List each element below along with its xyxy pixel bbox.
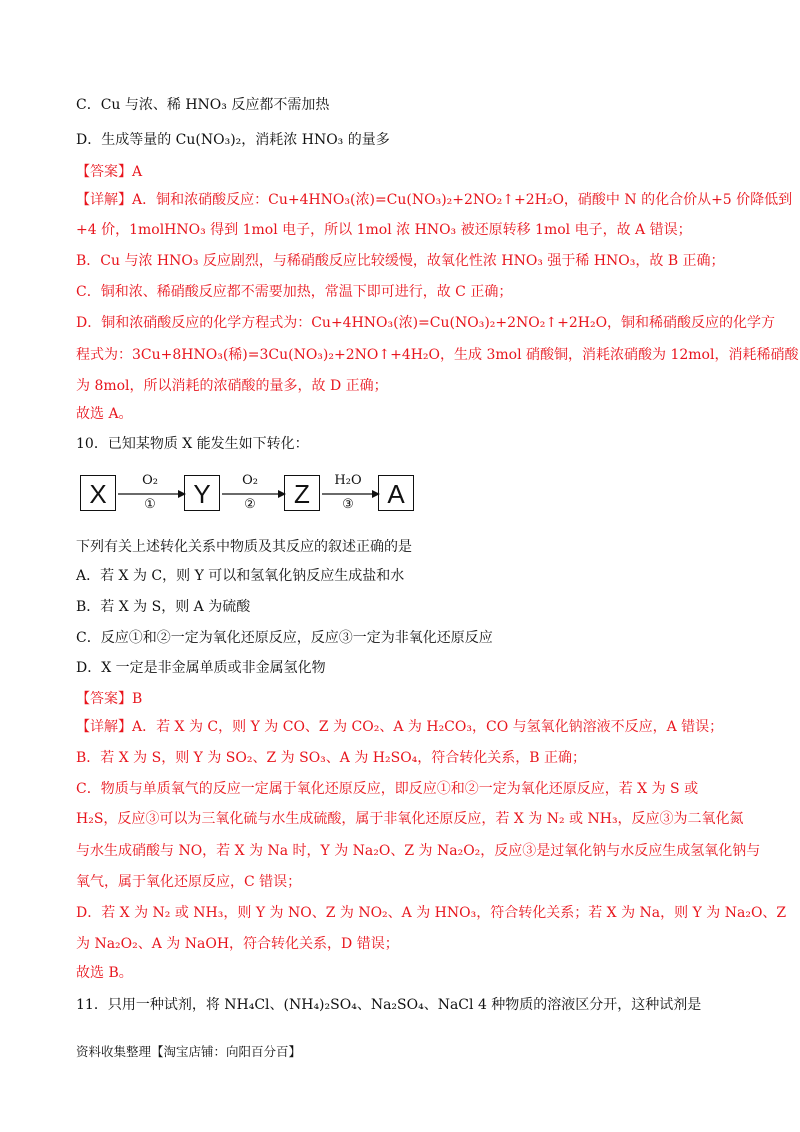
text-line-q10e3: C．物质与单质氧气的反应一定属于氧化还原反应，即反应①和②一定为氧化还原反应，若 X 为 S 或 <box>76 781 699 797</box>
text-line-q9c: C．Cu 与浓、稀 HNO₃ 反应都不需加热 <box>76 97 330 113</box>
text-line-q9d1: 【详解】A．铜和浓硝酸反应：Cu+4HNO₃(浓)=Cu(NO₃)₂+2NO₂↑+2H₂O，硝酸中 N 的化合价从+5 价降低到 <box>76 192 793 208</box>
text-line-q10e2: B．若 X 为 S，则 Y 为 SO₂、Z 为 SO₃、A 为 H₂SO₄，符合转化关系，B 正确； <box>76 750 587 766</box>
text-line-q10e7: D．若 X 为 N₂ 或 NH₃，则 Y 为 NO、Z 为 NO₂、A 为 HNO₃，符合转化关系；若 X 为 Na，则 Y 为 Na₂O、Z <box>76 905 787 921</box>
text-line-q10e5: 与水生成硝酸与 NO，若 X 为 Na 时，Y 为 Na₂O、Z 为 Na₂O₂，反应③是过氧化钠与水反应生成氢氧化钠与 <box>76 843 761 859</box>
text-line-q9d6: 程式为：3Cu+8HNO₃(稀)=3Cu(NO₃)₂+2NO↑+4H₂O，生成 3mol 硝酸铜，消耗浓硝酸为 12mol，消耗稀硝酸 <box>76 347 799 363</box>
box-y: Y <box>184 475 220 511</box>
text-line-q10c: C．反应①和②一定为氧化还原反应，反应③一定为非氧化还原反应 <box>76 630 493 646</box>
box-x: X <box>80 475 116 511</box>
text-line-q11: 11．只用一种试剂，将 NH₄Cl、(NH₄)₂SO₄、Na₂SO₄、NaCl 4 种物质的溶液区分开，这种试剂是 <box>76 997 702 1013</box>
box-z: Z <box>284 475 320 511</box>
text-line-q9d8: 故选 A。 <box>76 406 133 422</box>
text-line-q9d3: B．Cu 与浓 HNO₃ 反应剧烈，与稀硝酸反应比较缓慢，故氧化性浓 HNO₃ 强于稀 HNO₃，故 B 正确； <box>76 253 725 269</box>
text-line-q9d2: +4 价，1molHNO₃ 得到 1mol 电子，所以 1mol 浓 HNO₃ 被还原转移 1mol 电子，故 A 错误； <box>76 222 692 238</box>
text-line-q10s: 下列有关上述转化关系中物质及其反应的叙述正确的是 <box>76 539 412 555</box>
text-line-q10: 10．已知某物质 X 能发生如下转化： <box>76 436 309 452</box>
page-footer: 资料收集整理【淘宝店铺：向阳百分百】 <box>76 1044 302 1059</box>
text-line-q9d5: D．铜和浓硝酸反应的化学方程式为：Cu+4HNO₃(浓)=Cu(NO₃)₂+2NO₂↑+2H₂O，铜和稀硝酸反应的化学方 <box>76 315 776 331</box>
conversion-flow-diagram <box>78 470 418 518</box>
step-3: ③ <box>342 497 354 512</box>
text-line-q9ans: 【答案】A <box>76 164 143 180</box>
step-1: ① <box>144 497 156 512</box>
text-line-q9d7: 为 8mol，所以消耗的浓硝酸的量多，故 D 正确； <box>76 378 388 394</box>
box-a: A <box>378 475 414 511</box>
text-line-q10e6: 氧气，属于氧化还原反应，C 错误； <box>76 874 302 890</box>
text-line-q10e8: 为 Na₂O₂、A 为 NaOH，符合转化关系，D 错误； <box>76 936 399 952</box>
reagent-1: O₂ <box>142 473 158 488</box>
step-2: ② <box>244 497 256 512</box>
text-line-q9d4: C．铜和浓、稀硝酸反应都不需要加热，常温下即可进行，故 C 正确； <box>76 284 513 300</box>
reagent-2: O₂ <box>242 473 258 488</box>
text-line-q10d: D．X 一定是非金属单质或非金属氢化物 <box>76 660 326 676</box>
text-line-q10e4: H₂S，反应③可以为三氧化硫与水生成硫酸，属于非氧化还原反应，若 X 为 N₂ 或 NH₃，反应③为二氧化氮 <box>76 811 744 827</box>
text-line-q9d: D．生成等量的 Cu(NO₃)₂，消耗浓 HNO₃ 的量多 <box>76 132 390 148</box>
text-line-q10e9: 故选 B。 <box>76 965 133 981</box>
text-line-q10e1: 【详解】A．若 X 为 C，则 Y 为 CO、Z 为 CO₂、A 为 H₂CO₃，CO 与氢氧化钠溶液不反应，A 错误； <box>76 719 724 735</box>
text-line-q10ans: 【答案】B <box>76 691 143 707</box>
reagent-3: H₂O <box>334 473 362 488</box>
text-line-q10b: B．若 X 为 S，则 A 为硫酸 <box>76 599 251 615</box>
text-line-q10a: A．若 X 为 C，则 Y 可以和氢氧化钠反应生成盐和水 <box>76 568 405 584</box>
